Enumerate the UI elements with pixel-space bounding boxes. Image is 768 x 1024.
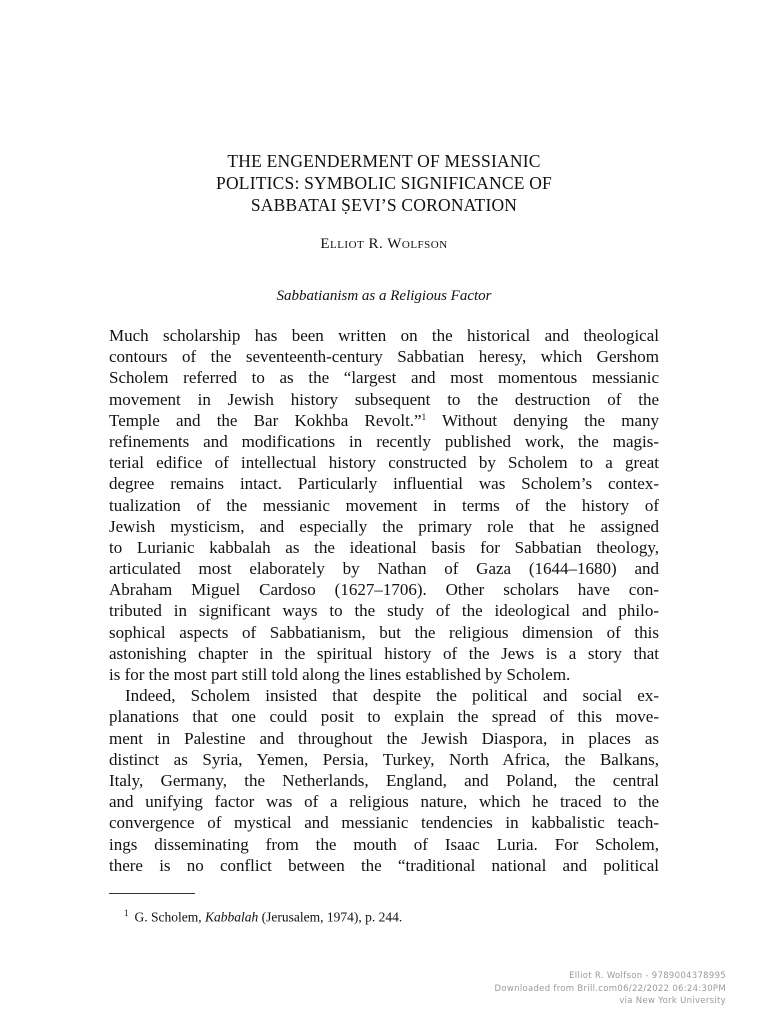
body-line-part: Without denying the many — [426, 410, 659, 430]
body-line: Jewish mysticism, and especially the primary role that he assigned — [109, 516, 659, 536]
body-line: movement in Jewish history subsequent to the destruction of the — [109, 389, 659, 409]
body-line: sophical aspects of Sabbatianism, but the religious dimension of this — [109, 622, 659, 642]
watermark-line-2: Downloaded from Brill.com06/22/2022 06:24:30PM — [494, 983, 726, 994]
watermark-line-1: Elliot R. Wolfson - 9789004378995 — [569, 971, 726, 981]
body-line: Indeed, Scholem insisted that despite the political and social ex- — [125, 686, 659, 706]
body-line: Much scholarship has been written on the historical and theological — [109, 326, 659, 345]
body-line: there is no conflict between the “traditional national and political — [109, 855, 659, 875]
download-watermark — [495, 970, 726, 1008]
body-line: tributed in significant ways to the study of the ideological and philo- — [109, 601, 659, 621]
body-line: refinements and modifications in recently published work, the magis- — [109, 431, 659, 451]
body-line: contours of the seventeenth-century Sabbatian heresy, which Gershom — [109, 347, 659, 367]
title-line-3: SABBATAI ṢEVI’S CORONATION — [250, 195, 518, 215]
body-line: convergence of mystical and messianic tendencies in kabbalistic teach- — [109, 813, 659, 833]
watermark-line-3: via New York University — [619, 996, 726, 1006]
body-text — [109, 325, 659, 876]
section-heading: Sabbatianism as a Religious Factor — [276, 288, 492, 304]
body-line: tualization of the messianic movement in terms of the history of — [109, 495, 659, 515]
footnote-book-title: Kabbalah — [205, 909, 259, 925]
article-title — [110, 150, 658, 216]
footnote-citation: (Jerusalem, 1974), p. 244. — [258, 909, 403, 925]
body-line: degree remains intact. Particularly influential was Scholem’s contex- — [109, 474, 659, 494]
body-line: ings disseminating from the mouth of Isaac Luria. For Scholem, — [109, 834, 659, 854]
footnote-text: G. Scholem, — [134, 909, 205, 925]
body-line: ment in Palestine and throughout the Jewish Diaspora, in places as — [109, 728, 659, 748]
footnote-reference[interactable]: 1 — [421, 411, 427, 422]
body-line: and unifying factor was of a religious nature, which he traced to the — [109, 792, 659, 812]
footnote-divider — [109, 893, 195, 894]
body-line: distinct as Syria, Yemen, Persia, Turkey, North Africa, the Balkans, — [109, 749, 659, 769]
title-line-1: THE ENGENDERMENT OF MESSIANIC — [227, 151, 541, 171]
body-line: Italy, Germany, the Netherlands, England, and Poland, the central — [109, 770, 659, 790]
body-line: Abraham Miguel Cardoso (1627–1706). Other scholars have con- — [109, 580, 659, 600]
body-line-with-note — [109, 410, 659, 431]
title-line-2: POLITICS: SYMBOLIC SIGNIFICANCE OF — [216, 173, 552, 193]
body-line: terial edifice of intellectual history constructed by Scholem to a great — [109, 453, 659, 473]
body-line: planations that one could posit to explain the spread of this move- — [109, 707, 659, 727]
footnote — [124, 904, 402, 927]
body-line: is for the most part still told along the lines established by Scholem. — [109, 665, 571, 684]
body-line: articulated most elaborately by Nathan of Gaza (1644–1680) and — [109, 559, 659, 579]
author-name: Elliot R. Wolfson — [320, 236, 448, 252]
body-line: to Lurianic kabbalah as the ideational basis for Sabbatian theology, — [109, 537, 659, 557]
body-line: Scholem referred to as the “largest and most momentous messianic — [109, 368, 659, 388]
body-line-part: Temple and the Bar Kokhba Revolt.” — [109, 410, 422, 430]
footnote-number: 1 — [124, 908, 129, 918]
body-line: astonishing chapter in the spiritual history of the Jews is a story that — [109, 643, 659, 663]
